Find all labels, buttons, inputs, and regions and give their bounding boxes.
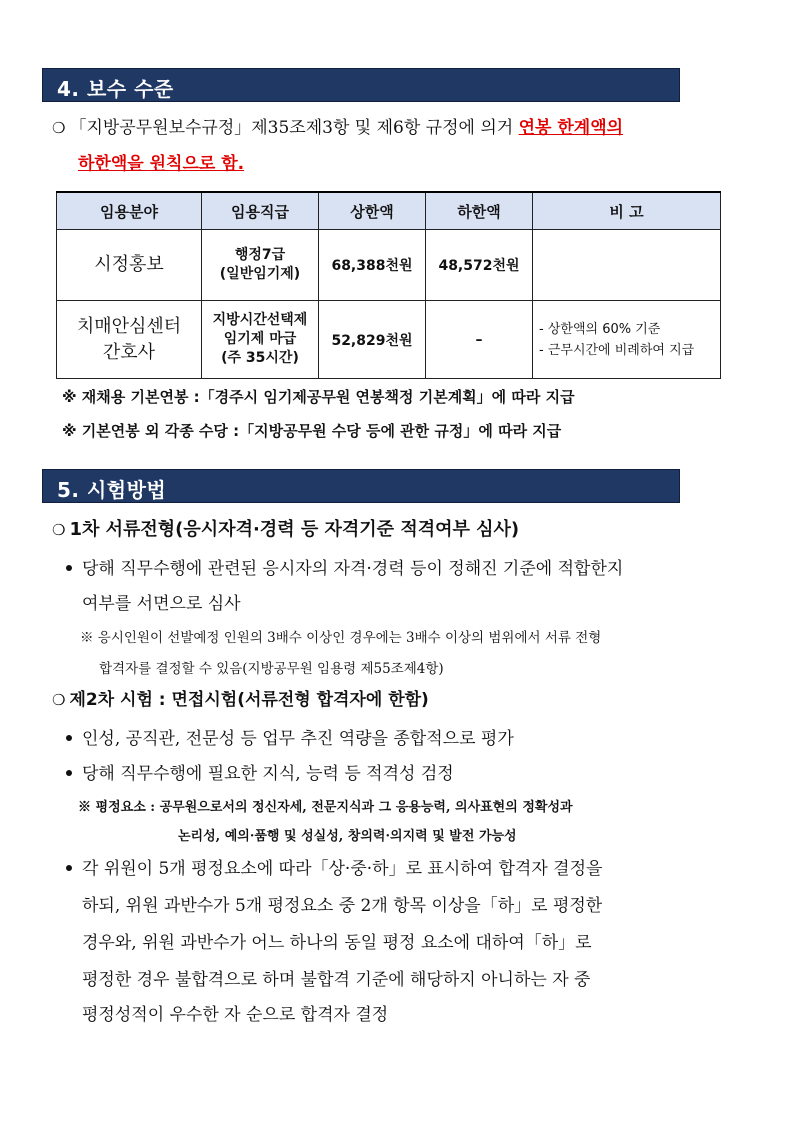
dot-bullet-icon (66, 770, 72, 776)
ring-bullet-icon: ❍ (52, 119, 66, 137)
cell-upper: 68,388천원 (319, 230, 426, 301)
section-4-paragraph-line-1: ❍ 「지방공무원보수규정」제35조제3항 및 제6항 규정에 의거 연봉 한계액의 (52, 118, 624, 138)
header-lower: 하한액 (426, 192, 533, 230)
section-4-title: 4. 보수 수준 (57, 77, 174, 101)
stage-2-bullet-3-line-4: 평정한 경우 불합격으로 하며 불합격 기준에 해당하지 아니하는 자 중 (82, 970, 591, 990)
stage-2-bullet-3-line-5: 평정성적이 우수한 자 순으로 합격자 결정 (82, 1005, 389, 1025)
stage-1-bullet-line-2: 여부를 서면으로 심사 (82, 594, 241, 614)
stage-1-bullet-line-1: 당해 직무수행에 관련된 응시자의 자격·경력 등이 정해진 기준에 적합한지 (66, 554, 623, 579)
stage-2-heading: ❍ 제2차 시험 : 면접시험(서류전형 합격자에 한함) (52, 690, 429, 710)
cell-upper: 52,829천원 (319, 301, 426, 379)
header-field: 임용분야 (57, 192, 202, 230)
cell-field: 치매안심센터 간호사 (57, 301, 202, 379)
header-grade: 임용직급 (202, 192, 319, 230)
dot-bullet-icon (66, 735, 72, 741)
stage-2-bullet-1: 인성, 공직관, 전문성 등 업무 추진 역량을 종합적으로 평가 (66, 724, 514, 749)
cell-lower: 48,572천원 (426, 230, 533, 301)
section-5-header (42, 469, 680, 503)
table-row (57, 301, 721, 379)
stage-1-note-line-1: ※ 응시인원이 선발예정 인원의 3배수 이상인 경우에는 3배수 이상의 범위에서 서류 전형 (80, 630, 602, 646)
ring-bullet-icon: ❍ (52, 691, 66, 709)
header-upper: 상한액 (319, 192, 426, 230)
stage-2-note-line-2: 논리성, 예의·품행 및 성실성, 창의력·의지력 및 발전 가능성 (178, 829, 517, 844)
section-5-title: 5. 시험방법 (57, 478, 167, 502)
stage-1-note-line-2: 합격자를 결정할 수 있음(지방공무원 임용령 제55조제4항) (99, 661, 444, 677)
section-4-paragraph-line-2 (78, 149, 244, 174)
highlight-text-continued: 하한액을 원칙으로 함. (78, 154, 245, 174)
cell-field: 시정홍보 (57, 230, 202, 301)
section-4-note-1: ※ 재채용 기본연봉 :「경주시 임기제공무원 연봉책정 기본계획」에 따라 지급 (62, 388, 575, 406)
stage-2-bullet-2: 당해 직무수행에 필요한 지식, 능력 등 적격성 검정 (66, 759, 454, 784)
cell-grade: 지방시간선택제 임기제 마급 (주 35시간) (202, 301, 319, 379)
salary-table (56, 191, 721, 379)
stage-2-bullet-3-line-2: 하되, 위원 과반수가 5개 평정요소 중 2개 항목 이상을「하」로 평정한 (82, 896, 603, 916)
cell-remarks (533, 230, 721, 301)
stage-1-heading: ❍ 1차 서류전형(응시자격·경력 등 자격기준 적격여부 심사) (52, 519, 520, 540)
section-4-note-2: ※ 기본연봉 외 각종 수당 :「지방공무원 수당 등에 관한 규정」에 따라 지급 (62, 422, 562, 440)
cell-lower: – (426, 301, 533, 379)
dot-bullet-icon (66, 865, 72, 871)
table-row (57, 230, 721, 301)
stage-2-note-line-1: ※ 평정요소 : 공무원으로서의 정신자세, 전문지식과 그 응용능력, 의사표현의 정확성과 (78, 800, 573, 815)
stage-2-bullet-3-line-3: 경우와, 위원 과반수가 어느 하나의 동일 평정 요소에 대하여「하」로 (82, 933, 592, 953)
stage-2-bullet-3-line-1: 각 위원이 5개 평정요소에 따라「상·중·하」로 표시하여 합격자 결정을 (66, 854, 602, 879)
section-4-header (42, 68, 680, 102)
cell-grade: 행정7급 (일반임기제) (202, 230, 319, 301)
dot-bullet-icon (66, 565, 72, 571)
ring-bullet-icon: ❍ (52, 521, 66, 539)
header-remarks: 비 고 (533, 192, 721, 230)
highlight-text: 연봉 한계액의 (518, 118, 624, 138)
cell-remarks: - 상한액의 60% 기준 - 근무시간에 비례하여 지급 (533, 301, 721, 379)
